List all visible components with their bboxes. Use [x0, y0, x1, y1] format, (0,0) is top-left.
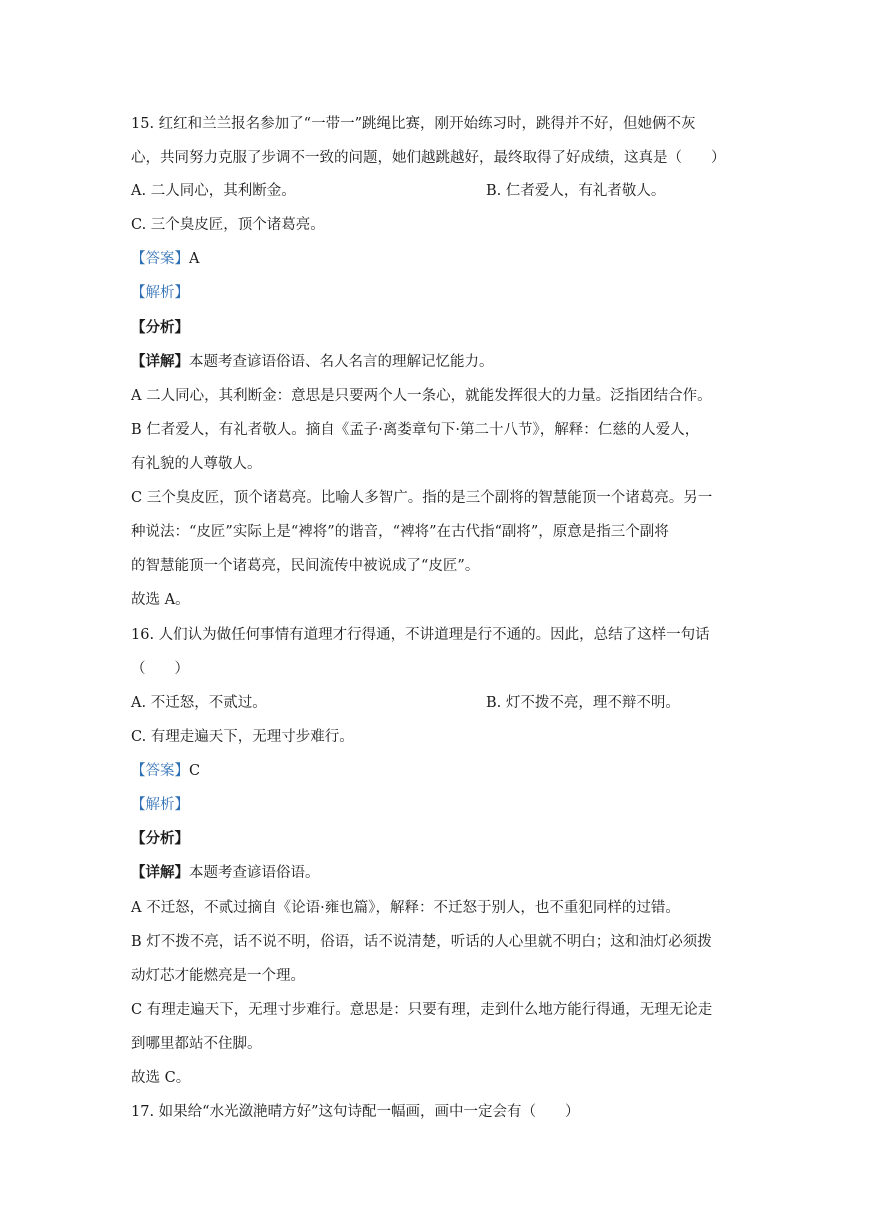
q15-detail-intro: 本题考查谚语俗语、名人名言的理解记忆能力。 [189, 354, 494, 370]
q15-answer-value: A [189, 251, 200, 267]
q15-detail-b-2: 有礼貌的人尊敬人。 [131, 456, 262, 472]
q16-answer-tag: 【答案】 [131, 763, 189, 779]
q16-analysis-tag: 【解析】 [131, 797, 189, 813]
q15-detail [131, 352, 494, 372]
q15-analysis-tag: 【解析】 [131, 285, 189, 301]
q16-detail-tag: 【详解】 [131, 864, 189, 881]
q16-detail-b-1: B 灯不拨不亮，话不说不明，俗语，话不说清楚，听话的人心里就不明白；这和油灯必须拨 [131, 934, 712, 950]
q15-option-b: B. 仁者爱人，有礼者敬人。 [486, 183, 666, 199]
q15-option-c: C. 三个臭皮匠，顶个诸葛亮。 [131, 217, 325, 233]
q15-answer [131, 249, 199, 269]
q16-detail-c-1: C 有理走遍天下，无理寸步难行。意思是：只要有理，走到什么地方能行得通，无理无论走 [131, 1002, 713, 1018]
q15-stem-line1: 15. 红红和兰兰报名参加了“一带一”跳绳比赛，刚开始练习时，跳得并不好，但她俩不灰 [131, 116, 696, 132]
q16-stem-line1: 16. 人们认为做任何事情有道理才行得通，不讲道理是行不通的。因此，总结了这样一句话 [131, 627, 710, 643]
q16-conclusion: 故选 C。 [131, 1070, 191, 1086]
q15-detail-a: A 二人同心，其利断金：意思是只要两个人一条心，就能发挥很大的力量。泛指团结合作。 [131, 388, 712, 404]
q17-stem-line1: 17. 如果给“水光潋滟晴方好”这句诗配一幅画，画中一定会有（ ） [131, 1104, 580, 1120]
q15-fenxi-tag: 【分析】 [131, 319, 189, 336]
q15-detail-tag: 【详解】 [131, 353, 189, 370]
q16-fenxi-tag: 【分析】 [131, 830, 189, 847]
q16-detail-a: A 不迁怒，不贰过摘自《论语·雍也篇》，解释：不迁怒于别人，也不重犯同样的过错。 [131, 900, 680, 916]
q15-answer-tag: 【答案】 [131, 251, 189, 267]
q15-detail-c-3: 的智慧能顶一个诸葛亮，民间流传中被说成了“皮匠”。 [131, 558, 480, 574]
q16-detail-c-2: 到哪里都站不住脚。 [131, 1036, 262, 1052]
q16-answer-value: C [189, 763, 201, 779]
q16-detail-intro: 本题考查谚语俗语。 [189, 865, 320, 881]
q16-option-b: B. 灯不拨不亮，理不辩不明。 [486, 695, 680, 711]
q16-detail-b-2: 动灯芯才能燃亮是一个理。 [131, 968, 305, 984]
q15-conclusion: 故选 A。 [131, 592, 190, 608]
q15-detail-c-2: 种说法：“皮匠”实际上是“裨将”的谐音，“裨将”在古代指“副将”，原意是指三个副将 [131, 524, 669, 540]
q16-stem-line2: （ ） [131, 661, 189, 677]
q15-stem-line2: 心，共同努力克服了步调不一致的问题，她们越跳越好，最终取得了好成绩，这真是（ ） [131, 150, 726, 166]
q16-detail [131, 863, 320, 883]
q16-option-c: C. 有理走遍天下，无理寸步难行。 [131, 729, 354, 745]
q15-option-a: A. 二人同心，其利断金。 [131, 183, 296, 199]
q16-option-a: A. 不迁怒，不贰过。 [131, 695, 267, 711]
q16-answer [131, 761, 200, 781]
q15-detail-b-1: B 仁者爱人，有礼者敬人。摘自《孟子·离娄章句下·第二十八节》，解释：仁慈的人爱人， [131, 422, 700, 438]
q15-detail-c-1: C 三个臭皮匠，顶个诸葛亮。比喻人多智广。指的是三个副将的智慧能顶一个诸葛亮。另一 [131, 490, 713, 506]
